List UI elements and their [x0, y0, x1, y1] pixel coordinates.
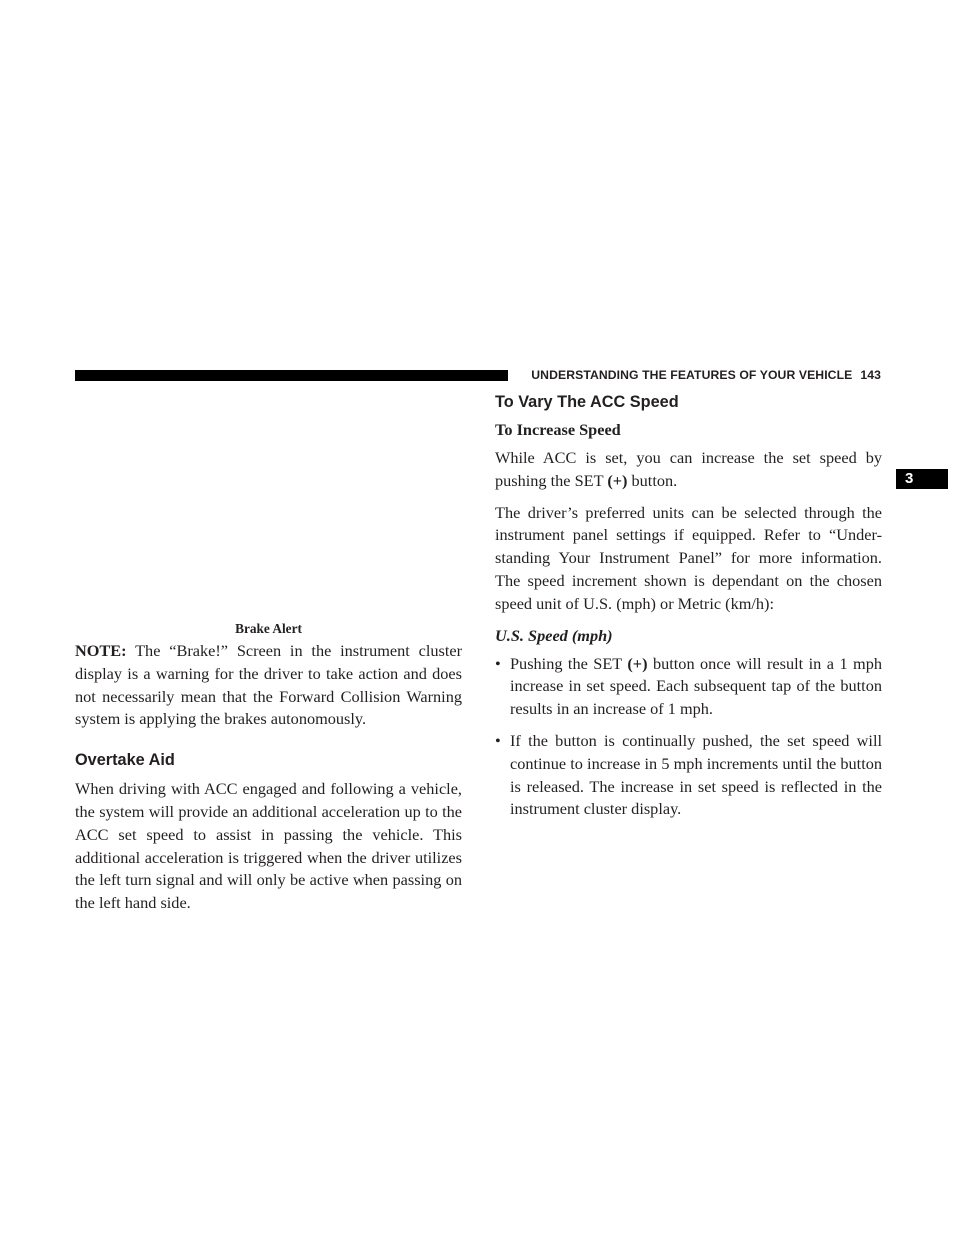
- para1-text: While ACC is set, you can increase the set speed by pushing the SET: [495, 448, 882, 490]
- overtake-aid-paragraph: When driving with ACC engaged and following a vehicle, the system will provide an additional acceleration up to the ACC set speed to assist in passing the vehicle. This additional acceleration is triggered when the driver utilizes the left turn signal and will only be active when passing on the left hand side.: [75, 779, 462, 913]
- bullet-icon: •: [495, 730, 501, 750]
- list-item: [495, 730, 882, 821]
- figure-caption: Brake Alert: [235, 621, 302, 636]
- running-header: [515, 367, 881, 383]
- section-title: UNDERSTANDING THE FEATURES OF YOUR VEHICLE: [531, 368, 853, 382]
- note-text: The “Brake!” Screen in the instrument cluster display is a warning for the driver to take action and does not necessarily mean that the Forward Collision Warning system is applying the brakes autonomously.: [75, 641, 462, 729]
- units-paragraph: The driver’s preferred units can be selected through the instrument panel settings if equipped. Refer to “Under-standing Your Instrument Panel” for more information. The speed increment shown is dependant on the chosen speed unit of U.S. (mph) or Metric (km/h):: [495, 502, 882, 613]
- right-column: [495, 392, 882, 821]
- us-speed-list: [495, 653, 882, 822]
- set-plus-label: (+): [607, 470, 628, 490]
- page-number: 143: [860, 368, 881, 382]
- bullet1-tail: button once will result in a 1 mph increase in set speed. Each subsequent tap of the button results in an increase of 1 mph.: [510, 653, 882, 719]
- increase-speed-subheading: To Increase Speed: [495, 420, 621, 439]
- overtake-aid-heading: Overtake Aid: [75, 751, 175, 770]
- para1-tail: button.: [627, 470, 678, 490]
- bullet-icon: •: [495, 653, 501, 673]
- list-item: [495, 653, 882, 721]
- note-paragraph: [75, 640, 462, 731]
- note-label: NOTE:: [75, 641, 127, 660]
- increase-speed-paragraph: [495, 447, 882, 493]
- left-column: [75, 621, 462, 915]
- us-speed-heading: U.S. Speed (mph): [495, 625, 613, 645]
- chapter-tab: 3: [896, 469, 948, 489]
- bullet2-text: If the button is continually pushed, the set speed will continue to increase in 5 mph increments until the button is released. The increase in set speed is reflected in the instrument cluster display.: [510, 730, 882, 819]
- bullet1-text: Pushing the SET: [510, 653, 628, 673]
- header-rule: [75, 370, 508, 381]
- set-plus-label: (+): [627, 653, 648, 673]
- vary-acc-speed-heading: To Vary The ACC Speed: [495, 393, 679, 411]
